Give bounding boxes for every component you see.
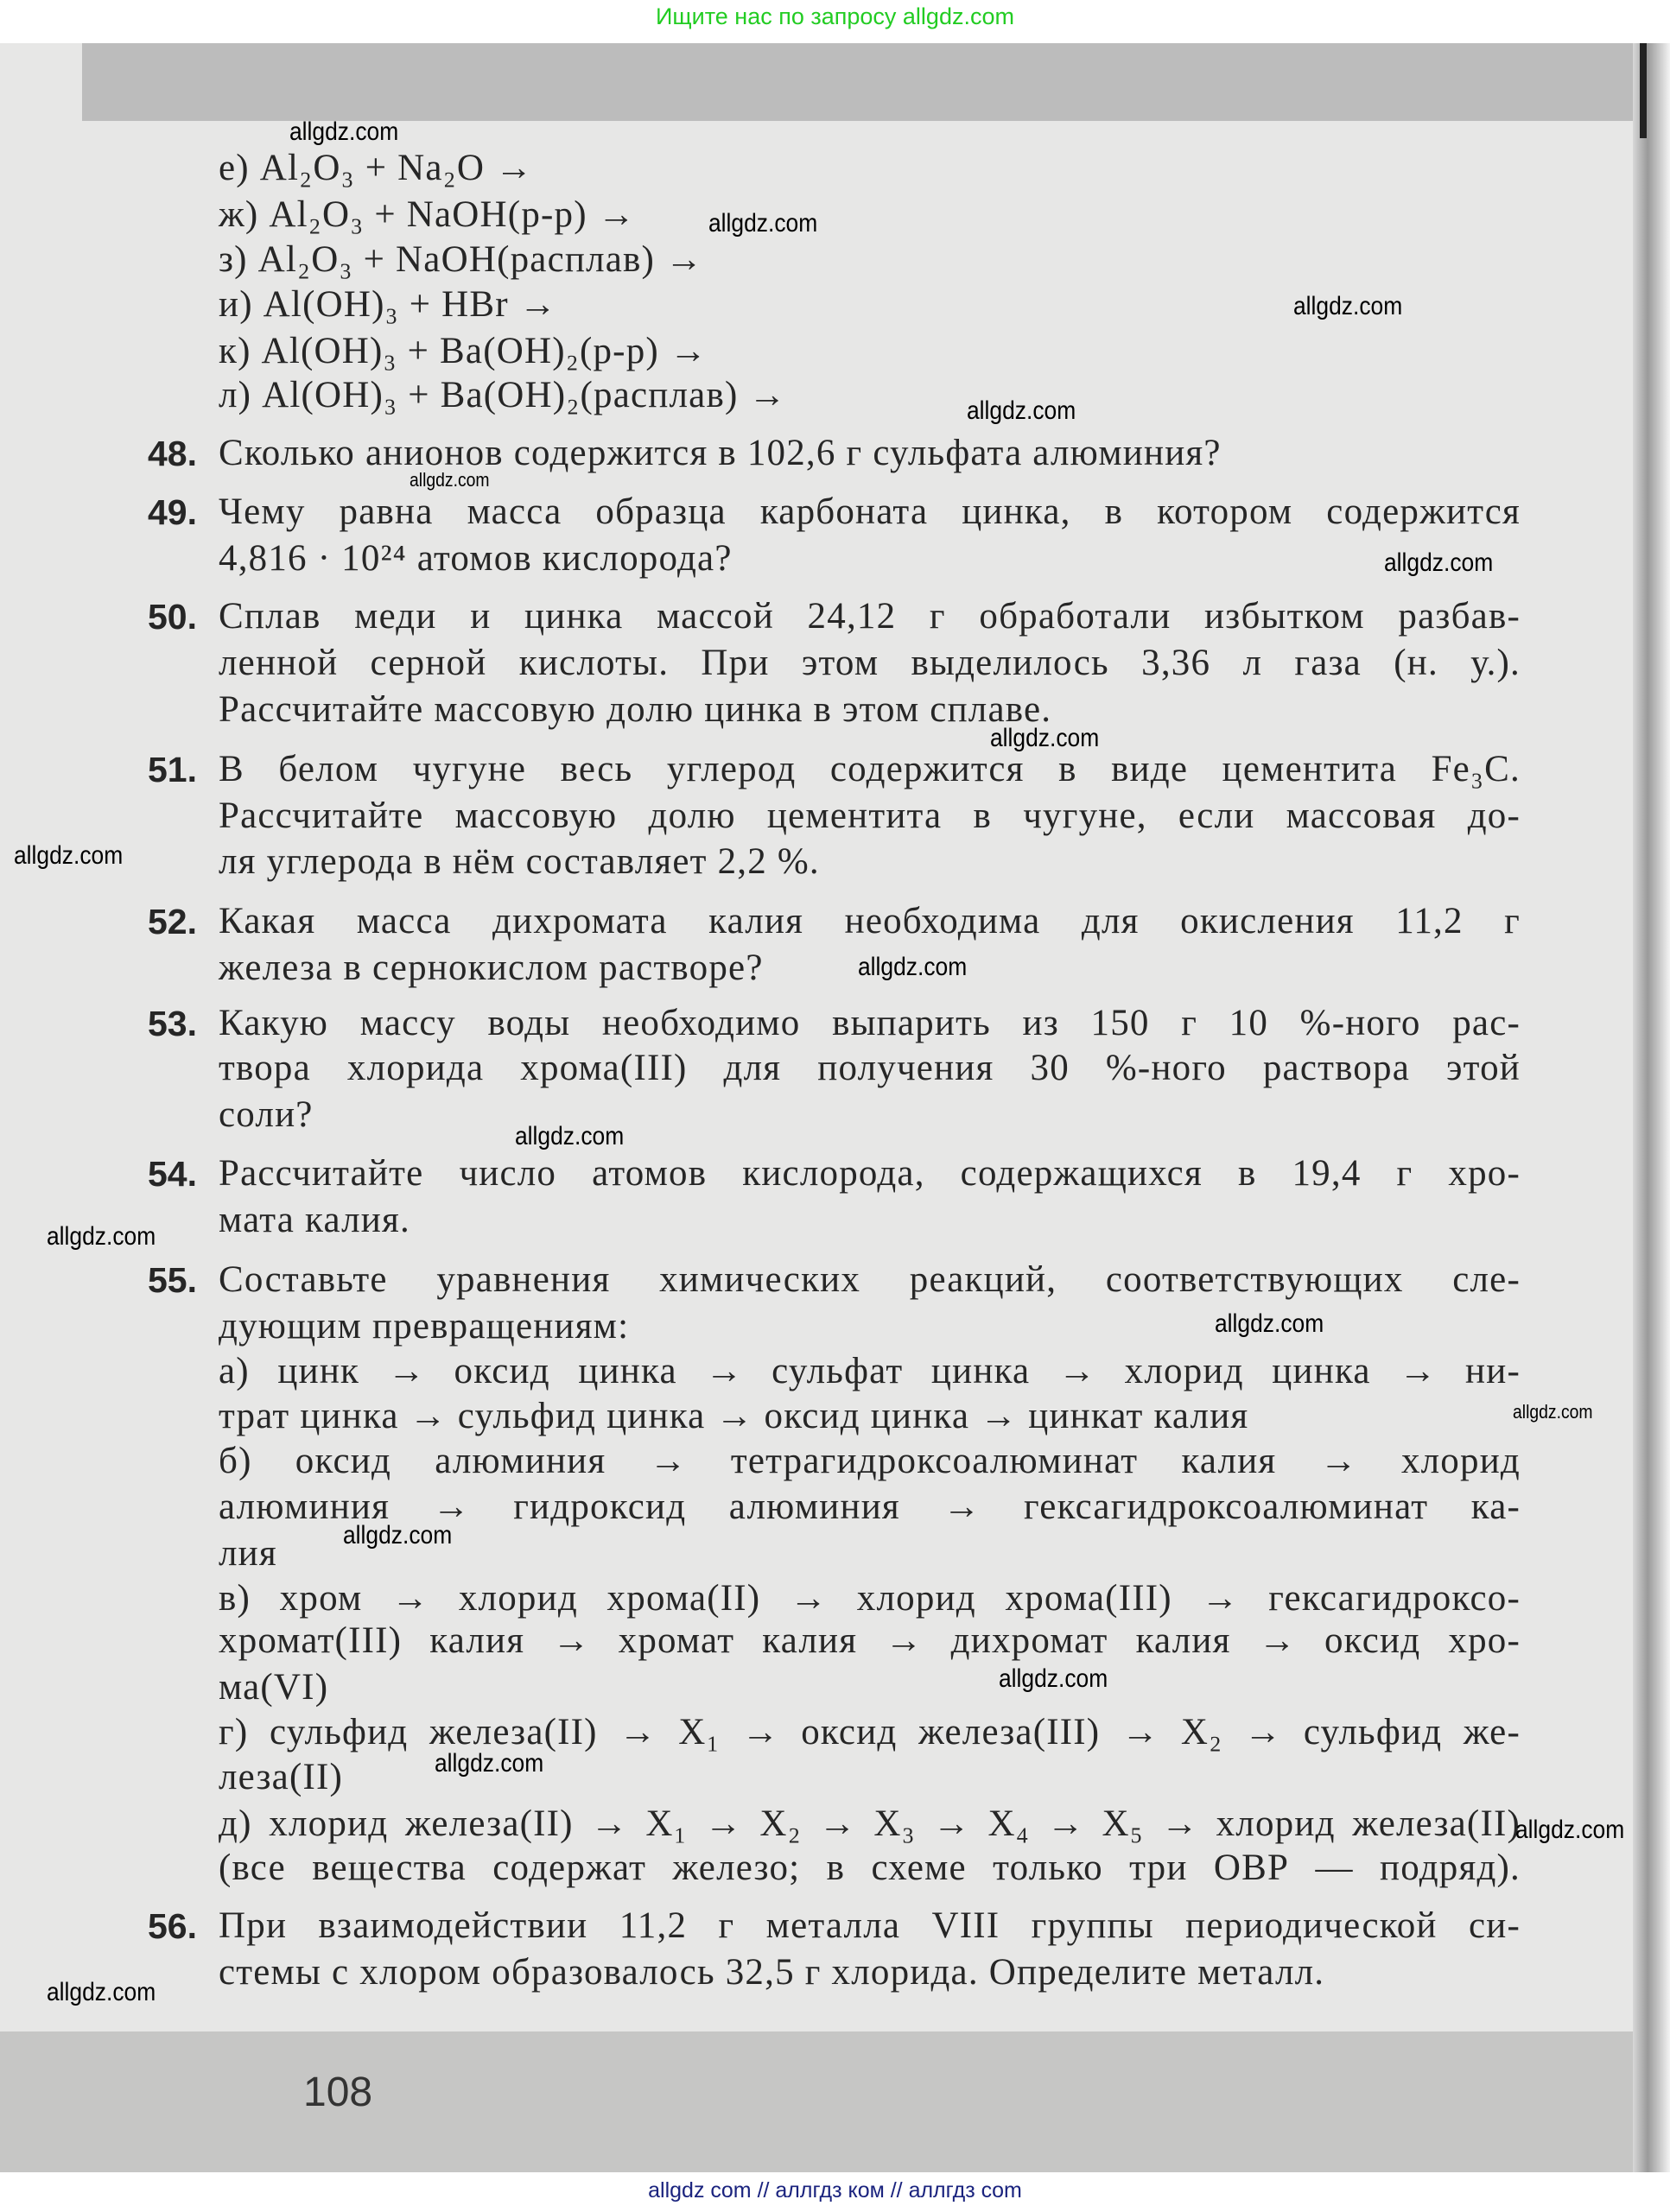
watermark: allgdz.com — [858, 953, 968, 981]
scheme-line: г) сульфид железа(II) → X₁ → оксид железа(III) → X₂ → сульфид же- — [219, 1712, 1521, 1752]
problem-line: мата калия. — [219, 1200, 410, 1240]
scheme-line: леза(II) — [219, 1757, 344, 1797]
problem-number: 50. — [148, 597, 197, 637]
problem-line: В белом чугуне весь углерод содержится в виде цементита Fe₃C. — [219, 749, 1521, 789]
scheme-line: (все вещества содержат железо; в схеме только три ОВР — подряд). — [219, 1848, 1521, 1888]
scheme-line: лия — [219, 1533, 277, 1574]
problem-line: соли? — [219, 1094, 314, 1135]
problem-line: ля углерода в нём составляет 2,2 %. — [219, 841, 820, 882]
watermark: allgdz.com — [343, 1521, 453, 1550]
watermark: allgdz.com — [1293, 292, 1403, 320]
problem-line: Сплав меди и цинка массой 24,12 г обработали избытком разбав- — [219, 596, 1521, 637]
problem-line: твора хлорида хрома(III) для получения 30 %-ного раствора этой — [219, 1048, 1521, 1088]
watermark: allgdz.com — [708, 209, 818, 238]
problem-line: Рассчитайте массовую долю цементита в чугуне, если массовая до- — [219, 795, 1521, 836]
watermark: allgdz.com — [967, 396, 1076, 425]
problem-line: дующим превращениям: — [219, 1306, 630, 1347]
watermark: allgdz.com — [47, 1222, 156, 1251]
watermark: allgdz.com — [14, 841, 124, 870]
problem-line: 4,816 · 10²⁴ атомов кислорода? — [219, 538, 733, 579]
problem-number: 51. — [148, 750, 197, 789]
watermark: allgdz.com — [1513, 1401, 1593, 1423]
watermark: allgdz.com — [435, 1749, 544, 1778]
problem-line: Рассчитайте массовую долю цинка в этом сплаве. — [219, 689, 1052, 730]
reaction-zh: ж) Al₂O₃ + NaOH(р-р) → — [219, 194, 636, 235]
problem-line: Какая масса дихромата калия необходима для окисления 11,2 г — [219, 901, 1521, 941]
problem-line: Чему равна масса образца карбоната цинка, в котором содержится — [219, 491, 1521, 532]
watermark: allgdz.com — [47, 1978, 156, 2006]
page-edge-shadow — [1633, 43, 1670, 2172]
problem-line: стемы с хлором образовалось 32,5 г хлорида. Определите металл. — [219, 1952, 1325, 1993]
scheme-line: а) цинк → оксид цинка → сульфат цинка → хлорид цинка → ни- — [219, 1351, 1521, 1391]
problem-number: 55. — [148, 1260, 197, 1300]
reaction-z: з) Al₂O₃ + NaOH(расплав) → — [219, 239, 704, 280]
reaction-i: и) Al(OH)₃ + HBr → — [219, 284, 557, 325]
watermark: allgdz.com — [410, 469, 490, 491]
scheme-line: д) хлорид железа(II) → X₁ → X₂ → X₃ → X₄ → X₅ → хлорид железа(II) — [219, 1803, 1521, 1844]
problem-number: 54. — [148, 1154, 197, 1194]
problem-line: Составьте уравнения химических реакций, соответствующих сле- — [219, 1259, 1521, 1300]
watermark: allgdz.com — [990, 724, 1100, 752]
problem-line: железа в сернокислом растворе? — [219, 948, 764, 988]
problem-number: 49. — [148, 492, 197, 532]
page-spine — [1640, 43, 1647, 138]
watermark: allgdz.com — [1384, 548, 1494, 577]
top-banner: Ищите нас по запросу allgdz.com — [656, 3, 1014, 29]
page-bottom-shade — [0, 2031, 1641, 2172]
scheme-line: б) оксид алюминия → тетрагидроксоалюминат калия → хлорид — [219, 1441, 1521, 1481]
reaction-k: к) Al(OH)₃ + Ba(OH)₂(р-р) → — [219, 331, 708, 371]
reaction-l: л) Al(OH)₃ + Ba(OH)₂(расплав) → — [219, 375, 787, 415]
watermark: allgdz.com — [289, 117, 399, 146]
problem-number: 56. — [148, 1906, 197, 1946]
scheme-line: хромат(III) калия → хромат калия → дихромат калия → оксид хро- — [219, 1620, 1521, 1661]
problem-line: При взаимодействии 11,2 г металла VIII группы периодической си- — [219, 1905, 1521, 1946]
problem-number: 48. — [148, 434, 197, 473]
problem-line: Сколько анионов содержится в 102,6 г сульфата алюминия? — [219, 433, 1222, 473]
page-top-shade — [82, 43, 1637, 121]
problem-number: 53. — [148, 1004, 197, 1043]
footer-links[interactable]: allgdz com // аллгдз ком // аллгдз com — [648, 2178, 1022, 2202]
problem-line: Какую массу воды необходимо выпарить из 150 г 10 %-ного рас- — [219, 1003, 1521, 1043]
watermark: allgdz.com — [515, 1122, 625, 1150]
watermark: allgdz.com — [1215, 1309, 1324, 1338]
scheme-line: трат цинка → сульфид цинка → оксид цинка → цинкат калия — [219, 1396, 1249, 1436]
scheme-line: алюминия → гидроксид алюминия → гексагидроксоалюминат ка- — [219, 1486, 1521, 1527]
watermark: allgdz.com — [1515, 1816, 1625, 1844]
reaction-e: е) Al₂O₃ + Na₂O → — [219, 148, 534, 188]
page-number: 108 — [303, 2069, 373, 2115]
problem-line: ленной серной кислоты. При этом выделилось 3,36 л газа (н. у.). — [219, 643, 1521, 683]
scheme-line: в) хром → хлорид хрома(II) → хлорид хрома(III) → гексагидроксо- — [219, 1578, 1521, 1619]
problem-number: 52. — [148, 902, 197, 941]
watermark: allgdz.com — [999, 1664, 1108, 1693]
scheme-line: ма(VI) — [219, 1667, 329, 1708]
problem-line: Рассчитайте число атомов кислорода, содержащихся в 19,4 г хро- — [219, 1153, 1521, 1194]
